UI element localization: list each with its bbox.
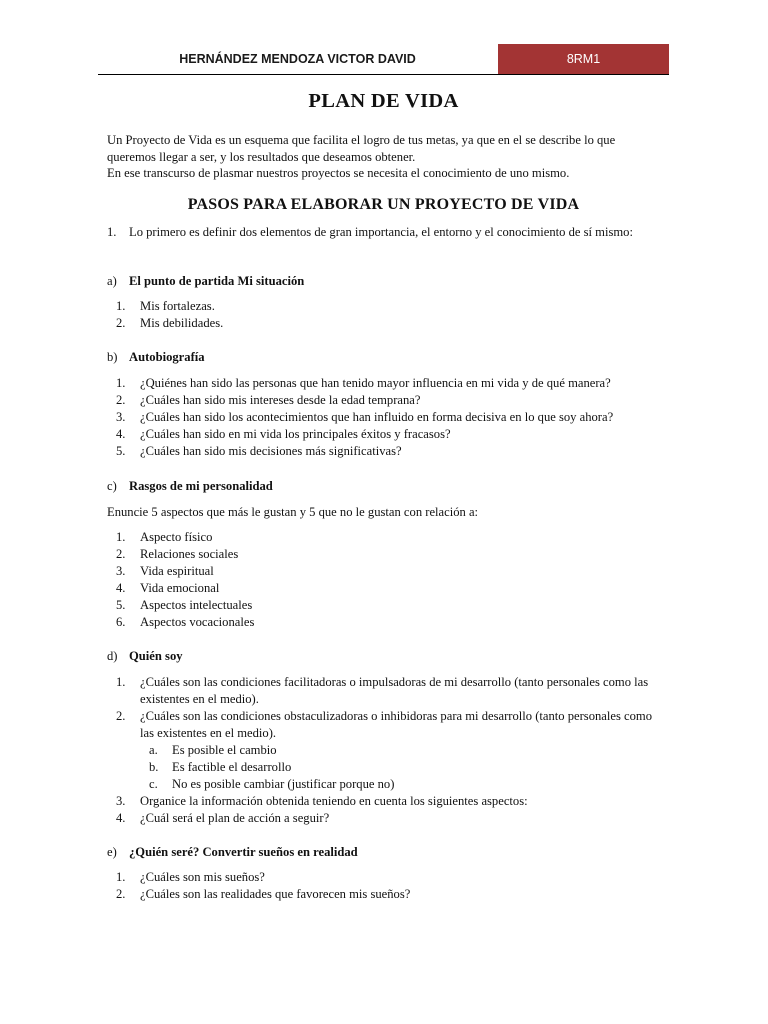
step-1-marker: 1. — [107, 225, 117, 239]
list-item-marker: 3. — [116, 564, 126, 578]
list-item — [107, 563, 667, 580]
list-item-text: Relaciones sociales — [140, 547, 239, 561]
intro-paragraph-2: En ese transcurso de plasmar nuestros proyectos se necesita el conocimiento de uno mismo. — [107, 166, 570, 180]
list-item — [107, 580, 667, 597]
list-item-marker: 1. — [116, 870, 126, 884]
section-c — [107, 478, 667, 631]
list-item — [107, 597, 667, 614]
section-b-heading-text: Autobiografía — [129, 350, 205, 364]
list-item-marker: 4. — [116, 811, 126, 825]
section-b — [107, 349, 667, 460]
section-b-heading — [107, 349, 667, 366]
page-header — [98, 44, 669, 75]
section-title: PASOS PARA ELABORAR UN PROYECTO DE VIDA — [187, 196, 580, 213]
sub-list-item — [107, 759, 667, 776]
intro-paragraph-1: Un Proyecto de Vida es un esquema que facilita el logro de tus metas, ya que en el se describe lo que queremos llegar a ser, y los resultados que deseamos obtener. — [107, 133, 616, 164]
section-d-list — [107, 674, 667, 827]
sub-list-item — [107, 776, 667, 793]
section-a-list — [107, 298, 667, 332]
author-name: HERNÁNDEZ MENDOZA VICTOR DAVID — [179, 52, 416, 66]
list-item-text: ¿Cuáles son las condiciones facilitadoras o impulsadoras de mi desarrollo (tanto personales como las existentes en el medio). — [140, 675, 649, 706]
document-title: PLAN DE VIDA — [308, 90, 459, 112]
list-item-marker: b. — [149, 760, 159, 774]
section-c-marker: c) — [107, 479, 117, 493]
list-item-marker: 3. — [116, 410, 126, 424]
list-item-marker: 3. — [116, 794, 126, 808]
list-item-text: Aspectos intelectuales — [140, 598, 253, 612]
section-b-marker: b) — [107, 350, 118, 364]
list-item-marker: 2. — [116, 316, 126, 330]
list-item-text: ¿Cuáles son mis sueños? — [140, 870, 265, 884]
list-item-text: ¿Cuáles han sido mis decisiones más significativas? — [140, 444, 402, 458]
section-d-heading-text: Quién soy — [129, 649, 183, 663]
section-e — [107, 844, 667, 903]
list-item-marker: 1. — [116, 530, 126, 544]
list-item-text: Vida emocional — [140, 581, 220, 595]
list-item-marker: 6. — [116, 615, 126, 629]
step-1 — [107, 224, 667, 241]
sub-list-item — [107, 742, 667, 759]
section-a-marker: a) — [107, 274, 117, 288]
section-e-heading — [107, 844, 667, 861]
section-b-list — [107, 375, 667, 460]
list-item-text: Es factible el desarrollo — [172, 760, 292, 774]
section-c-list — [107, 529, 667, 631]
sub-list-container — [107, 742, 667, 793]
list-item — [107, 443, 667, 460]
section-d — [107, 648, 667, 827]
list-item-text: ¿Cuáles son las realidades que favorecen mis sueños? — [140, 887, 411, 901]
list-item-text: No es posible cambiar (justificar porque no) — [172, 777, 395, 791]
list-item-marker: 5. — [116, 598, 126, 612]
list-item-marker: 1. — [116, 675, 126, 689]
list-item — [107, 426, 667, 443]
list-item-text: ¿Cuáles han sido en mi vida los principales éxitos y fracasos? — [140, 427, 451, 441]
section-d-sublist — [107, 742, 667, 793]
section-a-heading-text: El punto de partida Mi situación — [129, 274, 305, 288]
list-item-marker: 1. — [116, 299, 126, 313]
list-item — [107, 869, 667, 886]
list-item-marker: a. — [149, 743, 158, 757]
section-e-list — [107, 869, 667, 903]
list-item — [107, 546, 667, 563]
list-item-marker: 2. — [116, 393, 126, 407]
list-item — [107, 315, 667, 332]
list-item — [107, 793, 667, 810]
list-item-marker: 2. — [116, 709, 126, 723]
section-c-heading-text: Rasgos de mi personalidad — [129, 479, 273, 493]
step-1-text: Lo primero es definir dos elementos de gran importancia, el entorno y el conocimiento de sí mismo: — [129, 225, 633, 239]
group-code-badge: 8RM1 — [498, 44, 669, 74]
list-item — [107, 614, 667, 631]
section-e-marker: e) — [107, 845, 117, 859]
section-e-heading-text: ¿Quién seré? Convertir sueños en realidad — [129, 845, 358, 859]
list-item-text: Aspectos vocacionales — [140, 615, 255, 629]
section-a-heading — [107, 273, 667, 290]
list-item — [107, 375, 667, 392]
section-c-intro: Enuncie 5 aspectos que más le gustan y 5 que no le gustan con relación a: — [107, 505, 479, 519]
list-item — [107, 529, 667, 546]
list-item — [107, 708, 667, 742]
section-a — [107, 273, 667, 332]
section-d-heading — [107, 648, 667, 665]
section-d-marker: d) — [107, 649, 118, 663]
list-item-text: Mis debilidades. — [140, 316, 224, 330]
step-1-item — [107, 224, 667, 241]
list-item-text: Aspecto físico — [140, 530, 213, 544]
list-item — [107, 298, 667, 315]
list-item-marker: 4. — [116, 581, 126, 595]
list-item-text: ¿Cuáles han sido los acontecimientos que han influido en forma decisiva en lo que soy ahora? — [140, 410, 614, 424]
list-item-marker: 2. — [116, 887, 126, 901]
list-item — [107, 810, 667, 827]
list-item-text: ¿Cuáles son las condiciones obstaculizadoras o inhibidoras para mi desarrollo (tanto personales como las existentes en el medio). — [140, 709, 653, 740]
list-item-text: Organice la información obtenida teniendo en cuenta los siguientes aspectos: — [140, 794, 528, 808]
list-item-marker: 1. — [116, 376, 126, 390]
list-item-text: ¿Cuál será el plan de acción a seguir? — [140, 811, 330, 825]
list-item-text: ¿Cuáles han sido mis intereses desde la edad temprana? — [140, 393, 421, 407]
list-item-text: Mis fortalezas. — [140, 299, 215, 313]
list-item — [107, 392, 667, 409]
list-item — [107, 674, 667, 708]
list-item-text: Es posible el cambio — [172, 743, 277, 757]
intro-text — [107, 132, 667, 182]
list-item-marker: c. — [149, 777, 158, 791]
list-item-text: ¿Quiénes han sido las personas que han tenido mayor influencia en mi vida y de qué manera? — [140, 376, 611, 390]
list-item-marker: 5. — [116, 444, 126, 458]
list-item-marker: 2. — [116, 547, 126, 561]
list-item — [107, 886, 667, 903]
list-item-marker: 4. — [116, 427, 126, 441]
list-item-text: Vida espiritual — [140, 564, 214, 578]
list-item — [107, 409, 667, 426]
section-c-heading — [107, 478, 667, 495]
